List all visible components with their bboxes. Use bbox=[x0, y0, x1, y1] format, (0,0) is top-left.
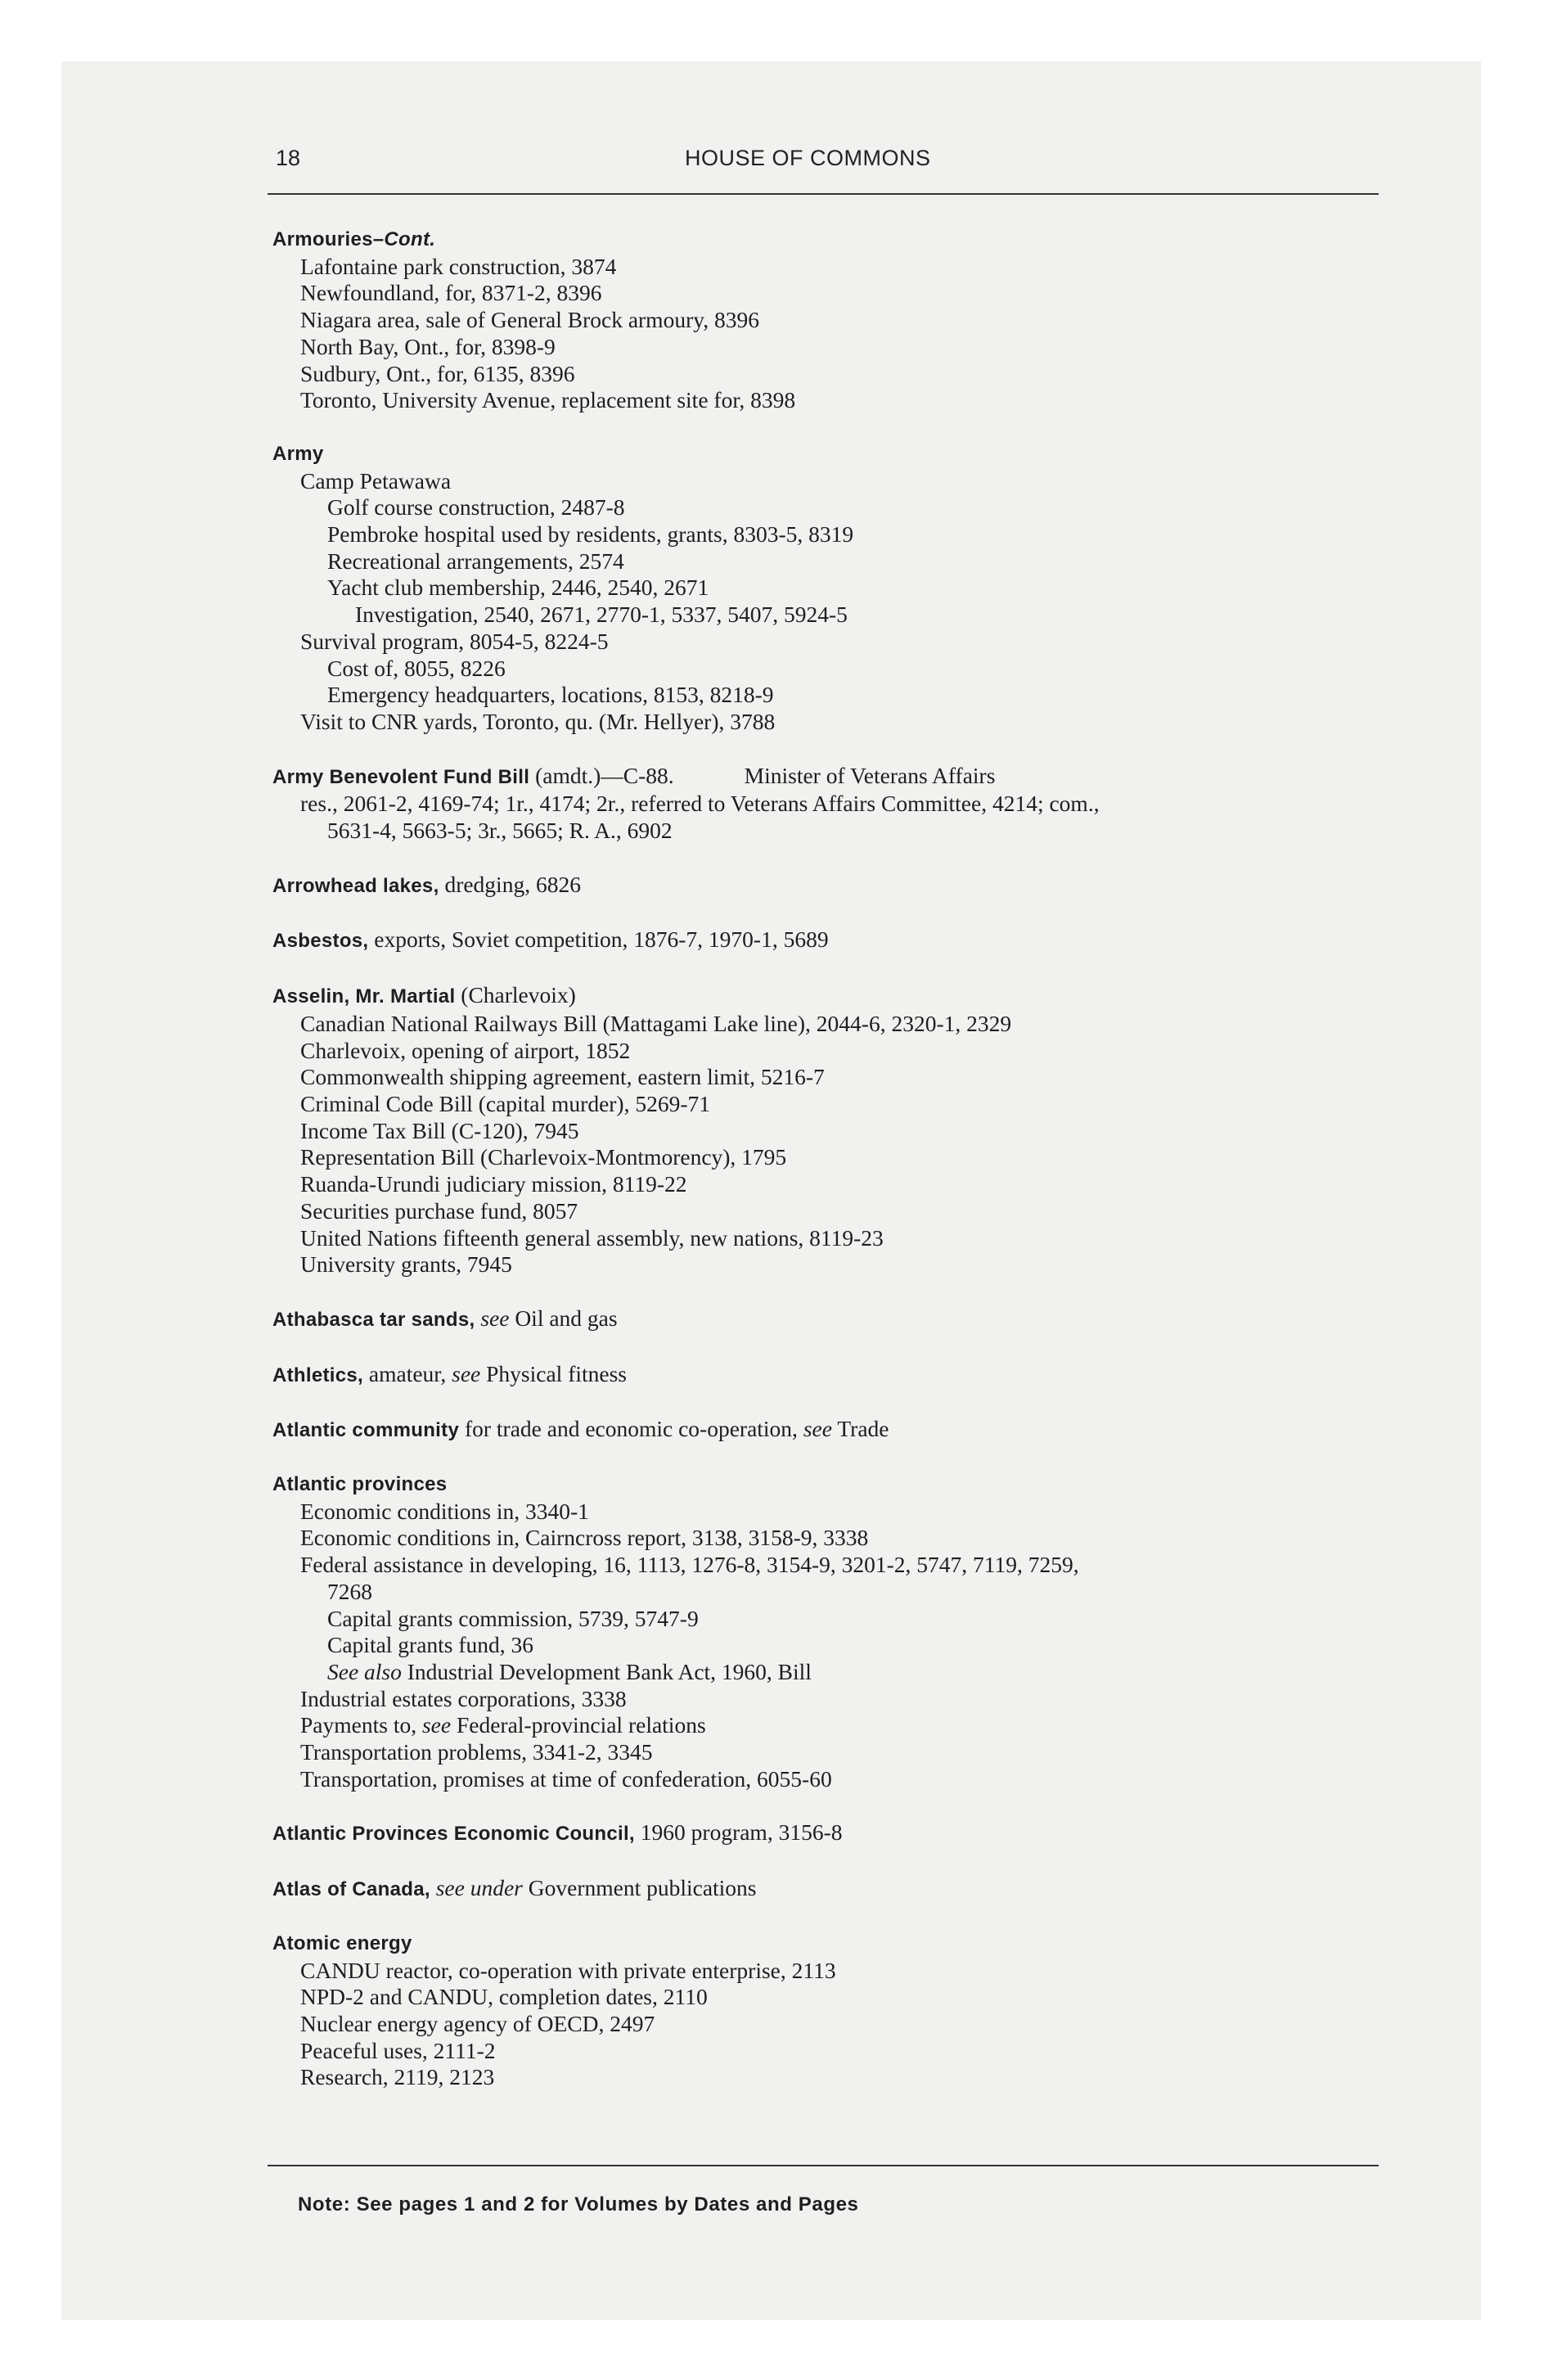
index-entry-atlas-of-canada bbox=[272, 1875, 1385, 1904]
sub-entry: Income Tax Bill (C-120), 7945 bbox=[300, 1117, 579, 1143]
index-entry-army-benevolent-fund-bill bbox=[272, 763, 1385, 845]
sub-entry: See also Industrial Development Bank Act, 1960, Bill bbox=[327, 1658, 812, 1684]
page-header bbox=[276, 146, 1378, 183]
sub-entry: Yacht club membership, 2446, 2540, 2671 bbox=[327, 575, 709, 601]
entry-head: Atlas of Canada, bbox=[272, 1878, 430, 1901]
sub-entry: CANDU reactor, co-operation with private enterprise, 2113 bbox=[300, 1957, 836, 1983]
sub-entry: Camp Petawawa bbox=[300, 467, 452, 494]
entry-head-rest: Physical fitness bbox=[486, 1360, 627, 1386]
sub-entry: Securities purchase fund, 8057 bbox=[300, 1197, 578, 1224]
sub-entry: Capital grants commission, 5739, 5747-9 bbox=[327, 1605, 699, 1631]
sub-entry: Federal assistance in developing, 16, 1113, 1276-8, 3154-9, 3201-2, 5747, 7119, 7259, bbox=[300, 1552, 1079, 1578]
sub-entry: Sudbury, Ont., for, 6135, 8396 bbox=[300, 360, 575, 386]
entry-head: Atlantic provinces bbox=[272, 1473, 448, 1496]
sub-entry: Transportation problems, 3341-2, 3345 bbox=[300, 1739, 653, 1765]
running-head: HOUSE OF COMMONS bbox=[685, 146, 931, 170]
index-body bbox=[272, 225, 1385, 2118]
sub-entry: Industrial estates corporations, 3338 bbox=[300, 1685, 627, 1711]
footer-rule bbox=[268, 2165, 1379, 2166]
sub-entry: Economic conditions in, 3340-1 bbox=[300, 1498, 589, 1524]
index-entry-atomic-energy bbox=[272, 1931, 1385, 2091]
sub-entry: Golf course construction, 2487-8 bbox=[327, 494, 625, 521]
sub-entry: Investigation, 2540, 2671, 2770-1, 5337, 5407, 5924-5 bbox=[355, 602, 848, 628]
see-reference: see bbox=[452, 1360, 481, 1386]
sub-entry: Emergency headquarters, locations, 8153, 8218-9 bbox=[327, 682, 774, 708]
entry-head-mid: amateur, bbox=[368, 1360, 447, 1386]
index-entry-armouries: Armouries–Cont. Lafontaine park construction, 3874 Newfoundland, for, 8371-2, 8396 Niagara area, sale of General Brock armoury, 8396 North Bay, Ont., for, 8398-9 Sudbury, Ont., for, 6135, 8396 Toronto, University Avenue, replacement site for, 8398 bbox=[272, 225, 1385, 414]
entry-head: Atlantic community bbox=[272, 1419, 460, 1442]
index-entry-athletics bbox=[272, 1361, 1385, 1390]
sub-entry: North Bay, Ont., for, 8398-9 bbox=[300, 333, 556, 359]
entry-head-rest: (amdt.)—C-88. bbox=[535, 762, 674, 788]
index-entry-asbestos bbox=[272, 926, 1385, 955]
page-number: 18 bbox=[276, 146, 301, 170]
entry-head-rest: Government publications bbox=[528, 1875, 757, 1901]
entry-head: Arrowhead lakes, bbox=[272, 874, 439, 897]
index-entry-atlantic-provinces bbox=[272, 1472, 1385, 1792]
entry-head: Atomic energy bbox=[272, 1931, 412, 1954]
sub-entry: Canadian National Railways Bill (Mattagami Lake line), 2044-6, 2320-1, 2329 bbox=[300, 1010, 1012, 1036]
entry-head: Armouries bbox=[272, 228, 373, 250]
sub-entry: Capital grants fund, 36 bbox=[327, 1632, 534, 1658]
entry-head-rest: 1960 program, 3156-8 bbox=[640, 1819, 843, 1846]
sub-entry: Ruanda-Urundi judiciary mission, 8119-22 bbox=[300, 1171, 687, 1197]
sub-entry: Toronto, University Avenue, replacement site for, 8398 bbox=[300, 387, 796, 413]
sub-entry: 7268 bbox=[327, 1578, 372, 1604]
see-reference: see under bbox=[435, 1875, 523, 1901]
sub-entry: Pembroke hospital used by residents, grants, 8303-5, 8319 bbox=[327, 521, 854, 548]
sub-entry: Niagara area, sale of General Brock armoury, 8396 bbox=[300, 307, 759, 333]
entry-head-rest: Oil and gas bbox=[515, 1305, 618, 1331]
entry-head: Athabasca tar sands, bbox=[272, 1308, 475, 1331]
sub-entry: Transportation, promises at time of confederation, 6055-60 bbox=[300, 1765, 832, 1792]
sub-entry: University grants, 7945 bbox=[300, 1251, 512, 1278]
sub-entry: Research, 2119, 2123 bbox=[300, 2064, 495, 2090]
sub-entry: Survival program, 8054-5, 8224-5 bbox=[300, 628, 609, 654]
see-also-reference: See also bbox=[327, 1658, 402, 1684]
sub-entry: Commonwealth shipping agreement, eastern limit, 5216-7 bbox=[300, 1064, 825, 1090]
entry-head-rest: (Charlevoix) bbox=[461, 982, 576, 1008]
entry-head-rest: dredging, 6826 bbox=[444, 871, 581, 897]
sub-entry: Lafontaine park construction, 3874 bbox=[300, 253, 617, 279]
entry-head-mid: for trade and economic co-operation, bbox=[464, 1416, 798, 1442]
entry-head: Asbestos, bbox=[272, 930, 369, 953]
index-entry-asselin bbox=[272, 982, 1385, 1278]
sub-entry: Recreational arrangements, 2574 bbox=[327, 548, 624, 574]
see-reference: see bbox=[480, 1305, 510, 1331]
sub-entry: Visit to CNR yards, Toronto, qu. (Mr. Hellyer), 3788 bbox=[300, 708, 776, 734]
see-reference: see bbox=[803, 1416, 832, 1442]
entry-head: Asselin, Mr. Martial bbox=[272, 985, 456, 1008]
index-entry-army bbox=[272, 441, 1385, 736]
entry-head-rest: Trade bbox=[837, 1416, 889, 1442]
sub-entry: 5631-4, 5663-5; 3r., 5665; R. A., 6902 bbox=[327, 818, 673, 844]
sub-entry: Payments to, see Federal-provincial relations bbox=[300, 1712, 706, 1738]
entry-head-rest: exports, Soviet competition, 1876-7, 1970-1, 5689 bbox=[374, 926, 829, 953]
entry-head-right: Minister of Veterans Affairs bbox=[744, 762, 996, 788]
index-entry-atlantic-community bbox=[272, 1416, 1385, 1445]
sub-entry: Criminal Code Bill (capital murder), 5269-71 bbox=[300, 1090, 711, 1116]
footnote: Note: See pages 1 and 2 for Volumes by Dates and Pages bbox=[298, 2193, 859, 2215]
index-entry-arrowhead-lakes bbox=[272, 872, 1385, 900]
entry-head: Athletics, bbox=[272, 1364, 364, 1386]
sub-entry: Nuclear energy agency of OECD, 2497 bbox=[300, 2010, 655, 2036]
sub-entry: NPD-2 and CANDU, completion dates, 2110 bbox=[300, 1984, 708, 2010]
sub-entry: Economic conditions in, Cairncross report, 3138, 3158-9, 3338 bbox=[300, 1525, 869, 1551]
entry-head: Army bbox=[272, 442, 324, 465]
sub-entry: res., 2061-2, 4169-74; 1r., 4174; 2r., referred to Veterans Affairs Committee, 4214; com., bbox=[300, 791, 1100, 817]
sub-entry: Charlevoix, opening of airport, 1852 bbox=[300, 1037, 631, 1063]
see-reference: see bbox=[421, 1712, 452, 1738]
header-rule bbox=[268, 193, 1379, 195]
index-entry-atlantic-provinces-economic-council bbox=[272, 1819, 1385, 1848]
sub-entry: United Nations fifteenth general assembly, new nations, 8119-23 bbox=[300, 1224, 884, 1251]
entry-head: Atlantic Provinces Economic Council, bbox=[272, 1823, 635, 1846]
sub-entry: Representation Bill (Charlevoix-Montmorency), 1795 bbox=[300, 1144, 787, 1170]
entry-head: Army Benevolent Fund Bill bbox=[272, 765, 530, 788]
index-entry-athabasca-tar-sands bbox=[272, 1305, 1385, 1334]
sub-entry: Cost of, 8055, 8226 bbox=[327, 655, 506, 681]
sub-entry: Newfoundland, for, 8371-2, 8396 bbox=[300, 280, 602, 306]
sub-entry: Peaceful uses, 2111-2 bbox=[300, 2037, 496, 2063]
entry-head-suffix: Cont. bbox=[384, 228, 436, 250]
